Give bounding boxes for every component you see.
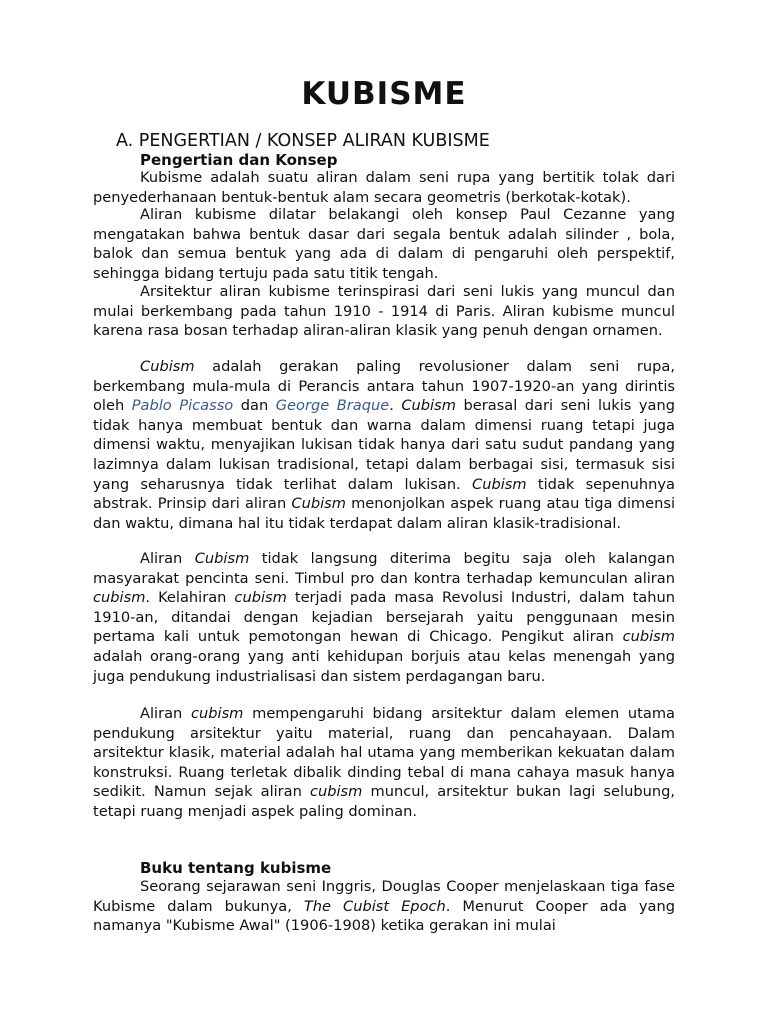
paragraph-4 [93,357,675,533]
paragraph-3: Arsitektur aliran kubisme terinspirasi dari seni lukis yang muncul dan mulai berkembang pada tahun 1910 - 1914 di Paris. Aliran kubisme muncul karena rasa bosan terhadap aliran-aliran klasik yang penuh dengan ornamen. [93,283,675,340]
paragraph-2: Aliran kubisme dilatar belakangi oleh konsep Paul Cezanne yang mengatakan bahwa bentuk dasar dari segala bentuk adalah silinder , bola, balok dan semua bentuk yang ada di dalam di pengaruhi oleh perspektif, sehingga bidang tertuju pada satu titik tengah. [93,206,675,282]
term-cubism: cubism [234,589,287,607]
paragraph-6 [93,704,675,822]
text-span: Aliran [140,705,191,722]
text-span: . Menurut Cooper ada yang namanya "Kubisme Awal" (1906-1908) ketika gerakan ini mulai [93,897,675,935]
document-title: KUBISME [301,76,467,112]
link-george-braque[interactable]: George Braque [275,397,390,415]
text-span: Aliran [140,550,195,567]
term-cubism: cubism [190,705,244,722]
text-span: terjadi pada masa Revolusi Industri, dalam tahun 1910-an, ditandai dengan kejadian bersejarah yaitu penggunaan mesin pertama kali untuk pemotongan hewan di Chicago. Pengikut aliran [93,589,675,646]
paragraph-1: Kubisme adalah suatu aliran dalam seni rupa yang bertitik tolak dari penyederhanaan bentuk-bentuk alam secara geometris (berkotak-kotak). [93,169,675,206]
subheading-pengertian: Pengertian dan Konsep [140,151,338,169]
text-span: adalah orang-orang yang anti kehidupan borjuis atau kelas menengah yang juga pendukung industrialisasi dan sistem perdagangan baru. [93,647,675,685]
term-cubism: cubism [309,783,363,801]
text-span: . Kelahiran [145,589,235,607]
text-span: muncul, arsitektur bukan lagi selubung, tetapi ruang menjadi aspek paling dominan. [93,783,675,820]
text-span: mempengaruhi bidang arsitektur dalam elemen utama pendukung arsitektur yaitu material, ruang dan pencahayaan. Dalam arsitektur klasik, material adalah hal utama yang memberikan kekuatan dalam konstruksi. Ruang terletak dibalik dinding tebal di mana cahaya masuk hanya sedikit. Namun sejak aliran [93,705,675,801]
term-cubism: Cubism [140,358,195,375]
text-span: tidak sepenuhnya abstrak. Prinsip dari aliran [93,475,675,513]
paragraph-7 [93,877,675,936]
term-cubism: Cubism [291,495,346,513]
term-cubism: cubism [93,589,146,607]
text-span: Seorang sejarawan seni Inggris, Douglas Cooper menjelaskaan tiga fase Kubisme dalam bukunya, [93,878,675,915]
subheading-buku: Buku tentang kubisme [140,859,332,877]
section-heading: A. PENGERTIAN / KONSEP ALIRAN KUBISME [116,131,490,151]
paragraph-5 [93,549,675,686]
text-span: . [389,397,402,415]
term-cubism: Cubism [472,475,527,493]
text-span: dan [233,397,276,415]
text-span: berasal dari seni lukis yang tidak hanya membuat bentuk dan warna dalam dimensi ruang tetapi juga dimensi waktu, menyajikan lukisan tidak hanya dari satu sudut pandang yang lazimnya dalam lukisan tradisional, tetapi dalam berbagai sisi, termasuk sisi yang seharusnya tidak terlihat dalam lukisan. [93,397,676,493]
text-span: adalah gerakan paling revolusioner dalam seni rupa, berkembang mula-mula di Perancis antara tahun 1907-1920-an yang dirintis oleh [93,358,675,415]
text-span: tidak langsung diterima begitu saja oleh kalangan masyarakat pencinta seni. Timbul pro dan kontra terhadap kemunculan aliran [93,550,675,587]
book-title: The Cubist Epoch [303,897,446,915]
link-pablo-picasso[interactable]: Pablo Picasso [131,397,234,415]
term-cubism: cubism [622,628,675,646]
text-span: menonjolkan aspek ruang atau tiga dimensi dan waktu, dimana hal itu tidak terdapat dalam aliran klasik-tradisional. [93,495,675,532]
term-cubism: Cubism [401,397,456,415]
term-cubism: Cubism [194,550,250,567]
